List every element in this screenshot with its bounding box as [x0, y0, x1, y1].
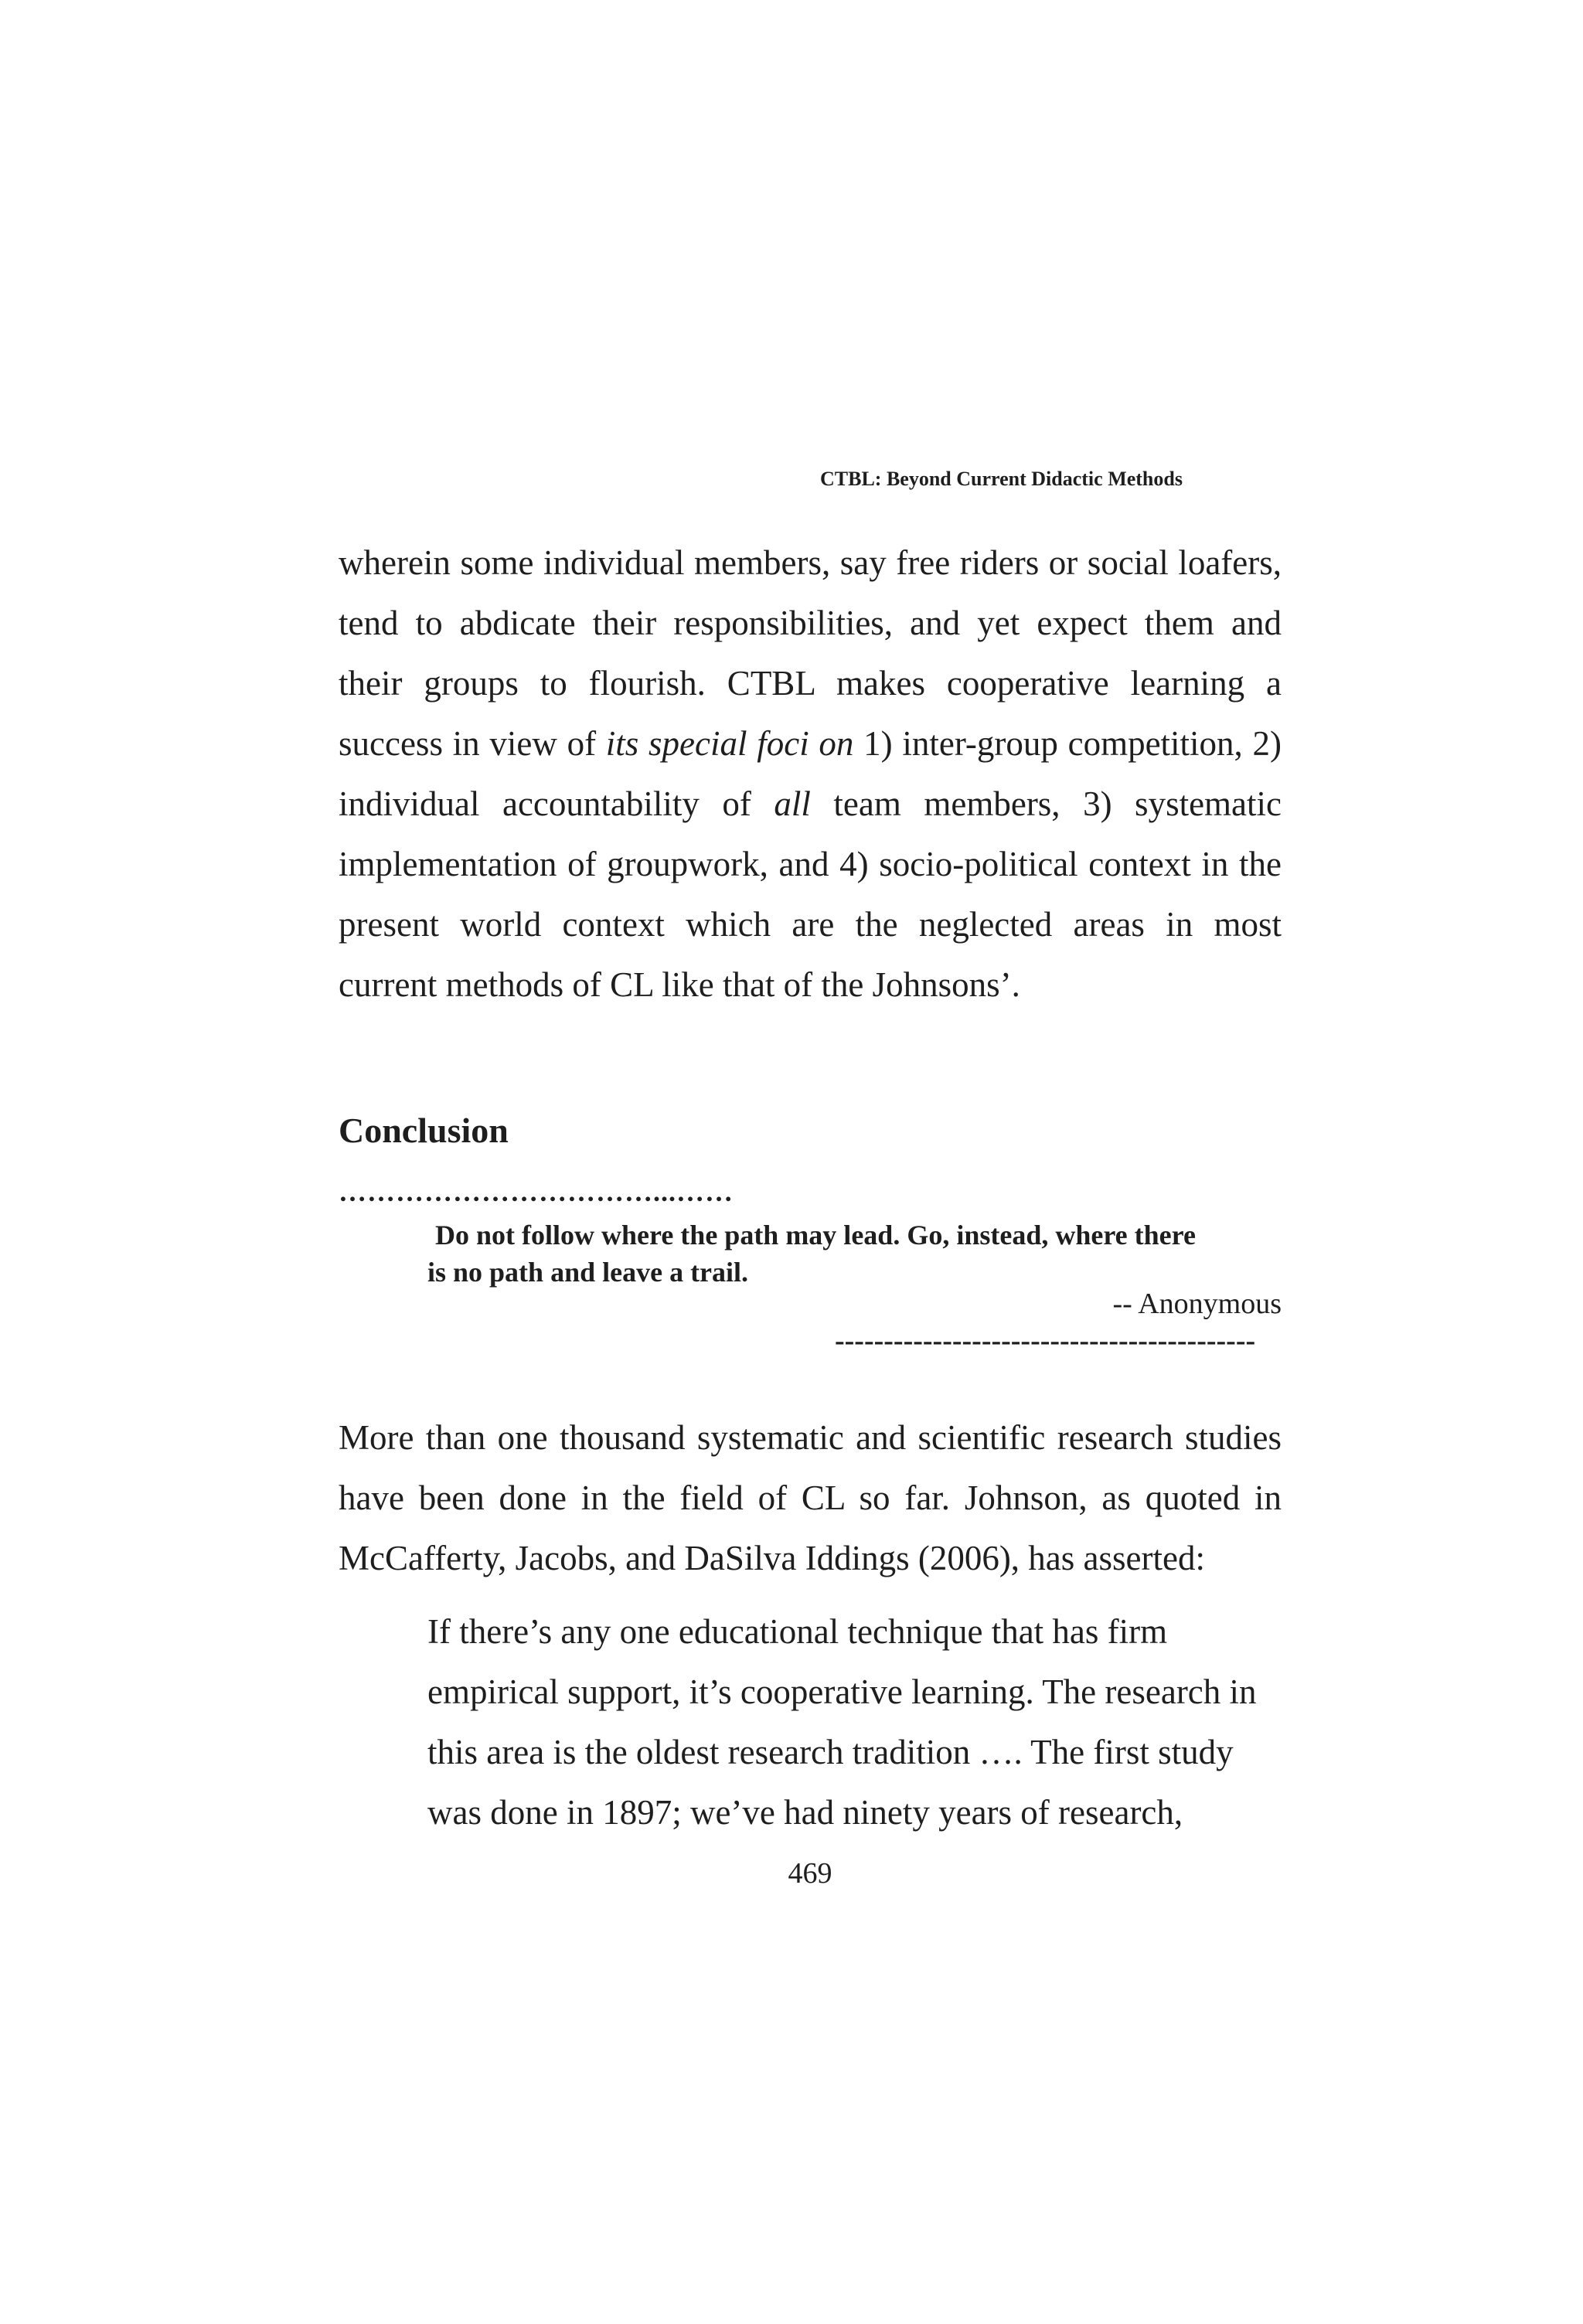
quote-line: If there’s any one educational technique that has firm [427, 1612, 1168, 1651]
quote-line: was done in 1897; we’ve had ninety years of research, [427, 1793, 1183, 1832]
epigraph-attribution: -- Anonymous [1112, 1288, 1282, 1320]
text-line: present world context which are the neglected areas in most [339, 905, 1282, 944]
text-line: wherein some individual members, say free riders or social loafers, [339, 543, 1282, 582]
text-line [339, 713, 1282, 774]
epigraph-line: is no path and leave a trail. [427, 1257, 749, 1288]
dotted-rule: ……………………………...…… [339, 1176, 734, 1207]
epigraph [427, 1216, 1282, 1291]
text-line: current methods of CL like that of the Johnsons’. [339, 965, 1020, 1004]
quote-line: this area is the oldest research tradition …. The first study [427, 1733, 1234, 1771]
text-line: More than one thousand systematic and scientific research studies [339, 1418, 1282, 1457]
text-line: have been done in the field of CL so far. Johnson, as quoted in [339, 1478, 1282, 1517]
text-run: success in view of [339, 724, 606, 763]
text-line: their groups to flourish. CTBL makes cooperative learning a [339, 664, 1282, 703]
text-line [339, 774, 1282, 834]
running-header: CTBL: Beyond Current Didactic Methods [820, 468, 1183, 490]
italic-emphasis: all [774, 784, 811, 823]
epigraph-line: Do not follow where the path may lead. Go, instead, where there [435, 1220, 1196, 1250]
text-line: tend to abdicate their responsibilities, and yet expect them and [339, 604, 1282, 642]
body-paragraph [339, 533, 1282, 1015]
text-run: 1) inter-group competition, 2) [853, 724, 1282, 763]
page-number: 469 [788, 1857, 832, 1890]
body-paragraph [339, 1407, 1282, 1588]
italic-emphasis: its special foci on [605, 724, 854, 763]
block-quote [427, 1601, 1285, 1843]
section-heading: Conclusion [339, 1111, 509, 1150]
dashed-rule: ------------------------------------------- [835, 1325, 1256, 1357]
text-run: individual accountability of [339, 784, 774, 823]
text-line: McCafferty, Jacobs, and DaSilva Iddings (2006), has asserted: [339, 1539, 1205, 1577]
text-run: team members, 3) systematic [810, 784, 1282, 823]
quote-line: empirical support, it’s cooperative learning. The research in [427, 1672, 1257, 1711]
text-line: implementation of groupwork, and 4) socio-political context in the [339, 845, 1282, 883]
